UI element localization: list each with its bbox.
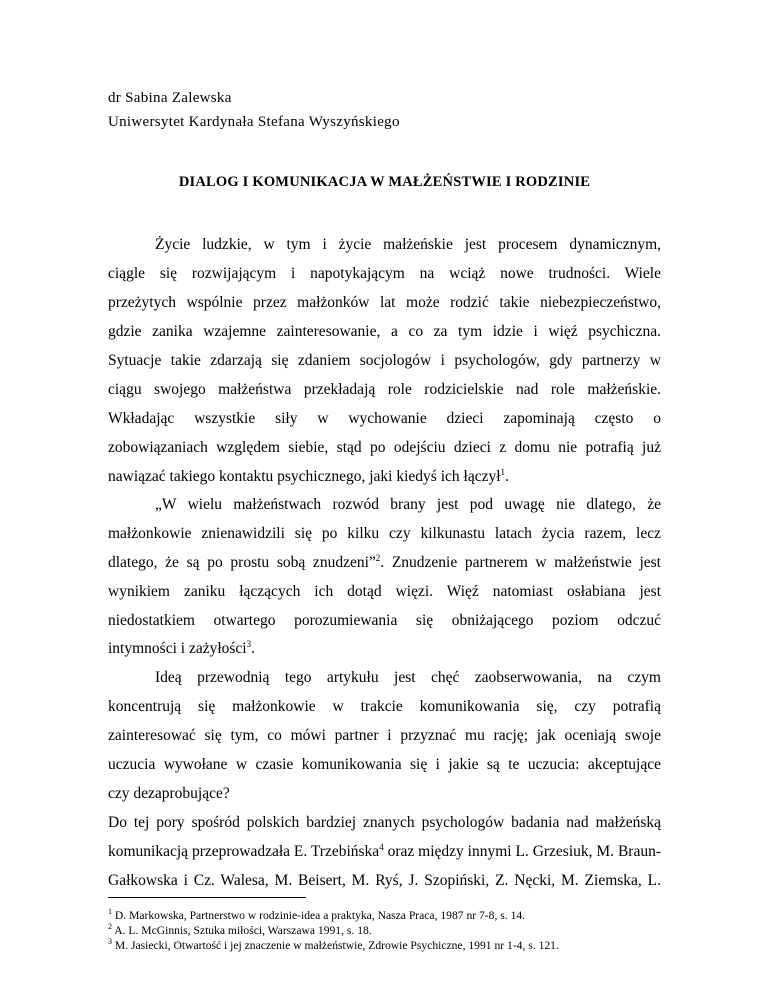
line-text: . <box>251 640 255 657</box>
paragraph-line <box>108 553 661 573</box>
paragraph-line: niedostatkiem otwartego porozumiewania się obniżającego poziom odczuć <box>108 612 661 629</box>
footnote-text: D. Markowska, Partnerstwo w rodzinie-idea a praktyka, Nasza Praca, 1987 nr 7-8, s. 14. <box>112 909 526 922</box>
paragraph-line: „W wielu małżeństwach rozwód brany jest pod uwagę nie dlatego, że <box>155 496 661 513</box>
paragraph-line: Do tej pory spośród polskich bardziej znanych psychologów badania nad małżeńską <box>108 814 661 831</box>
paragraph-line: zobowiązaniach względem siebie, stąd po odejściu dzieci z domu nie potrafią już <box>108 439 661 456</box>
paragraph-line: koncentrują się małżonkowie w trakcie komunikowania się, czy potrafią <box>108 698 661 715</box>
line-text-end: . Znudzenie partnerem w małżeństwie jest <box>380 554 661 571</box>
paragraph-line: Gałkowska i Cz. Walesa, M. Beisert, M. Ryś, J. Szopiński, Z. Nęcki, M. Ziemska, L. <box>108 872 661 889</box>
paragraph-line: ciągle się rozwijającym i napotykającym na wciąż nowe trudności. Wiele <box>108 265 661 282</box>
footnote-separator <box>108 897 306 898</box>
paragraph-line <box>108 467 661 487</box>
footnote-ref: 4 <box>379 841 384 852</box>
line-text <box>108 843 661 860</box>
footnote-number: 1 <box>108 907 112 917</box>
footnote <box>108 924 663 938</box>
paragraph-line: wynikiem zaniku łączących ich dotąd więzi. Więź natomiast osłabiana jest <box>108 583 661 600</box>
paragraph-line: ciągu swojego małżeństwa przekładają role rodzicielskie nad role małżeńskie. <box>108 381 661 398</box>
line-text-start: komunikacją przeprowadzała E. Trzebińska <box>108 843 380 860</box>
paragraph-line: uczucia wywołane w czasie komunikowania się i jakie są te uczucia: akceptujące <box>108 756 661 773</box>
line-text: nawiązać takiego kontaktu psychicznego, jaki kiedyś ich łączył <box>108 468 501 485</box>
paragraph-line <box>108 639 661 659</box>
footnote-ref: 1 <box>500 466 506 477</box>
line-text: . <box>505 468 509 485</box>
line-text <box>108 554 661 571</box>
author-affiliation: Uniwersytet Kardynała Stefana Wyszyńskiego <box>108 114 400 130</box>
author-name: dr Sabina Zalewska <box>108 90 232 106</box>
footnote <box>108 909 663 923</box>
paragraph-line: zainteresować się tym, co mówi partner i przyznać mu rację; jak oceniają swoje <box>108 727 661 744</box>
footnote-text: M. Jasiecki, Otwartość i jej znaczenie w małżeństwie, Zdrowie Psychiczne, 1991 nr 1-4, s. 121. <box>112 939 559 952</box>
paragraph-line: przeżytych wspólnie przez małżonków lat może rodzić takie niebezpieczeństwo, <box>108 294 661 311</box>
line-text-end: oraz między innymi L. Grzesiuk, M. Braun- <box>383 843 661 860</box>
line-text: intymności i zażyłości <box>108 640 247 657</box>
footnote-text: A. L. McGinnis, Sztuka miłości, Warszawa 1991, s. 18. <box>112 924 372 937</box>
paragraph-line <box>108 842 661 862</box>
footnote-number: 2 <box>108 922 112 932</box>
footnote-ref: 2 <box>375 552 381 563</box>
footnote-number: 3 <box>108 937 112 947</box>
footnote-ref: 3 <box>246 638 252 649</box>
paragraph-line: Życie ludzkie, w tym i życie małżeńskie jest procesem dynamicznym, <box>155 236 661 253</box>
paragraph-line: Sytuacje takie zdarzają się zdaniem socjologów i psychologów, gdy partnerzy w <box>108 352 661 369</box>
paragraph-line: małżonkowie znienawidzili się po kilku czy kilkunastu latach życia razem, lecz <box>108 525 661 542</box>
article-title: DIALOG I KOMUNIKACJA W MAŁŻEŃSTWIE I RODZINIE <box>178 174 591 190</box>
paragraph-line: gdzie zanika wzajemne zainteresowanie, a co za tym idzie i więź psychiczna. <box>108 323 661 340</box>
footnote <box>108 939 663 953</box>
line-text-start: dlatego, że są po prostu sobą znudzeni” <box>108 554 376 571</box>
paragraph-line: czy dezaprobujące? <box>108 785 230 802</box>
paragraph-line: Wkładając wszystkie siły w wychowanie dzieci zapominają często o <box>108 410 661 427</box>
paragraph-line: Ideą przewodnią tego artykułu jest chęć zaobserwowania, na czym <box>155 669 661 686</box>
